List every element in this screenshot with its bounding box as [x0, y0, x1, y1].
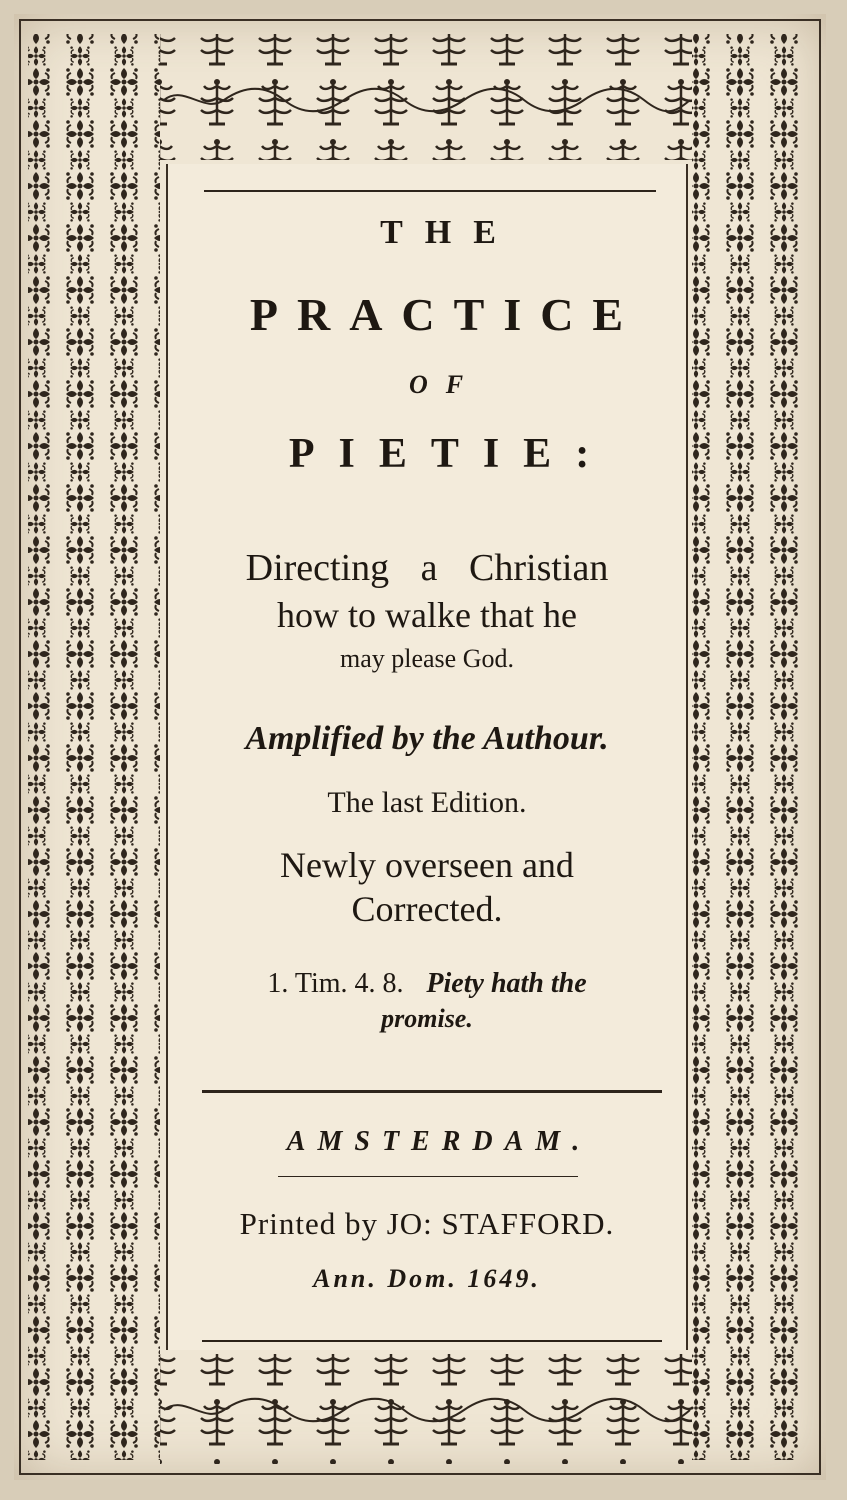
subtitle-line-1: Directing a Christian: [245, 547, 609, 589]
overseen-line-1: Newly overseen and: [280, 845, 574, 885]
imprint-date: Ann. Dom. 1649.: [313, 1264, 541, 1293]
imprint-printer: Printed by JO: STAFFORD.: [239, 1206, 615, 1241]
subtitle-line-2: how to walke that he: [277, 595, 577, 635]
bottom-rule: [202, 1340, 662, 1342]
title-the: THE: [380, 214, 518, 251]
edition-line: The last Edition.: [327, 786, 527, 819]
imprint-rule: [278, 1176, 578, 1177]
subtitle-line-3: may please God.: [339, 644, 514, 673]
amplified-line: Amplified by the Authour.: [245, 720, 609, 757]
title-of: OF: [408, 370, 482, 399]
title-practice: PRACTICE: [249, 289, 643, 340]
title-pietie: PIETIE:: [288, 431, 614, 477]
title-panel: [166, 164, 688, 1350]
top-rule: [204, 190, 656, 192]
scripture-text-continued: promise.: [381, 1004, 473, 1033]
middle-rule: [202, 1090, 662, 1093]
imprint-place: AMSTERDAM.: [286, 1126, 592, 1157]
title-page: [14, 14, 826, 1480]
scripture-line: [168, 966, 686, 1000]
scripture-text: Piety hath the: [426, 968, 587, 999]
scripture-reference: 1. Tim. 4. 8.: [267, 968, 404, 999]
overseen-line-2: Corrected.: [351, 889, 503, 929]
